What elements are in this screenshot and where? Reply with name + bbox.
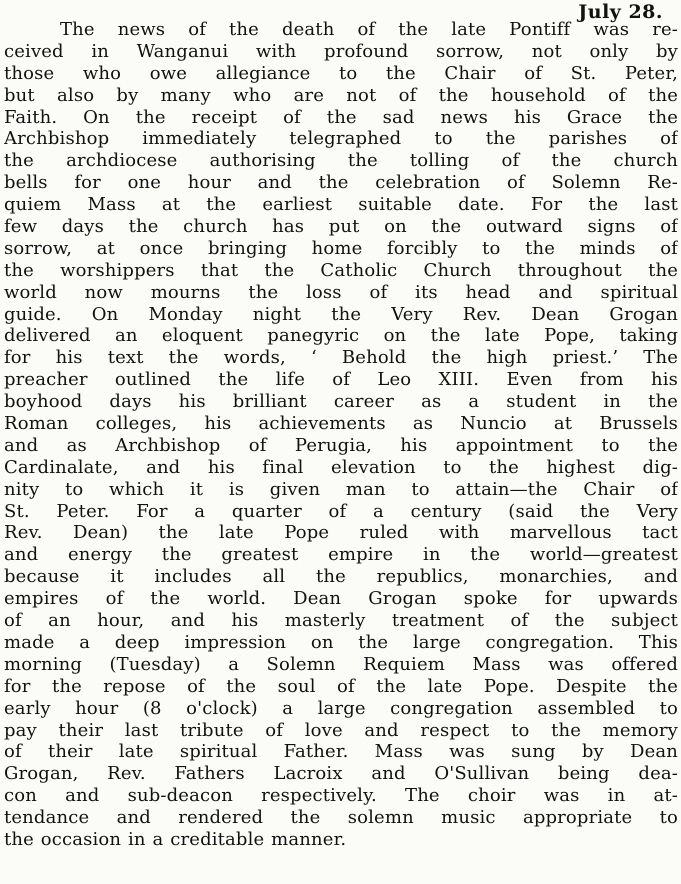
article-line: tendance and rendered the solemn music appropriate to bbox=[4, 807, 678, 829]
article-line: St. Peter. For a quarter of a century (said the Very bbox=[4, 500, 678, 522]
article-line: and as Archbishop of Perugia, his appointment to the bbox=[4, 434, 678, 456]
article-line: bells for one hour and the celebration of Solemn Re- bbox=[4, 172, 678, 194]
article-line: preacher outlined the life of Leo XIII. Even from his bbox=[4, 369, 678, 391]
article-line: con and sub-deacon respectively. The choir was in at- bbox=[4, 785, 678, 807]
article-line: those who owe allegiance to the Chair of St. Peter, bbox=[4, 62, 678, 84]
article-line: but also by many who are not of the household of the bbox=[4, 84, 678, 106]
article-line: the archdiocese authorising the tolling of the church bbox=[4, 150, 678, 172]
article-line: The news of the death of the late Pontiff was re- bbox=[60, 19, 678, 40]
article-line: delivered an eloquent panegyric on the late Pope, taking bbox=[4, 325, 678, 347]
article-line: morning (Tuesday) a Solemn Requiem Mass was offered bbox=[4, 653, 678, 675]
article-line: Faith. On the receipt of the sad news his Grace the bbox=[4, 106, 678, 128]
article-line: Grogan, Rev. Fathers Lacroix and O'Sullivan being dea- bbox=[4, 763, 678, 785]
dateline: July 28. bbox=[578, 1, 663, 23]
article-line: ceived in Wanganui with profound sorrow, not only by bbox=[4, 40, 678, 62]
article-line: Archbishop immediately telegraphed to the parishes of bbox=[4, 128, 678, 150]
article-line: because it includes all the republics, monarchies, and bbox=[4, 566, 678, 588]
article-line: made a deep impression on the large congregation. This bbox=[4, 631, 678, 653]
article-line: the occasion in a creditable manner. bbox=[4, 828, 347, 850]
article-line: and energy the greatest empire in the world—greatest bbox=[4, 544, 678, 566]
article-line: nity to which it is given man to attain—the Chair of bbox=[4, 478, 678, 500]
article-line: early hour (8 o'clock) a large congregation assembled to bbox=[4, 697, 678, 719]
article-line: of an hour, and his masterly treatment of the subject bbox=[4, 610, 678, 632]
article-line: pay their last tribute of love and respect to the memory bbox=[4, 719, 678, 741]
article-line: boyhood days his brilliant career as a student in the bbox=[4, 391, 678, 413]
article-body bbox=[4, 19, 678, 851]
article-line: guide. On Monday night the Very Rev. Dean Grogan bbox=[4, 303, 678, 325]
article-line: for the repose of the soul of the late Pope. Despite the bbox=[4, 675, 678, 697]
article-line: Roman colleges, his achievements as Nuncio at Brussels bbox=[4, 413, 678, 435]
article-line: Rev. Dean) the late Pope ruled with marvellous tact bbox=[4, 522, 678, 544]
article-line: of their late spiritual Father. Mass was sung by Dean bbox=[4, 741, 678, 763]
article-line: Cardinalate, and his final elevation to the highest dig- bbox=[4, 456, 678, 478]
article-line: few days the church has put on the outward signs of bbox=[4, 216, 678, 238]
article-line: quiem Mass at the earliest suitable date. For the last bbox=[4, 194, 678, 216]
article-line: world now mourns the loss of its head and spiritual bbox=[4, 281, 678, 303]
article-line: empires of the world. Dean Grogan spoke for upwards bbox=[4, 588, 678, 610]
article-line: the worshippers that the Catholic Church throughout the bbox=[4, 259, 678, 281]
article-line: for his text the words, ‘ Behold the high priest.’ The bbox=[4, 347, 678, 369]
article-line: sorrow, at once bringing home forcibly to the minds of bbox=[4, 237, 678, 259]
